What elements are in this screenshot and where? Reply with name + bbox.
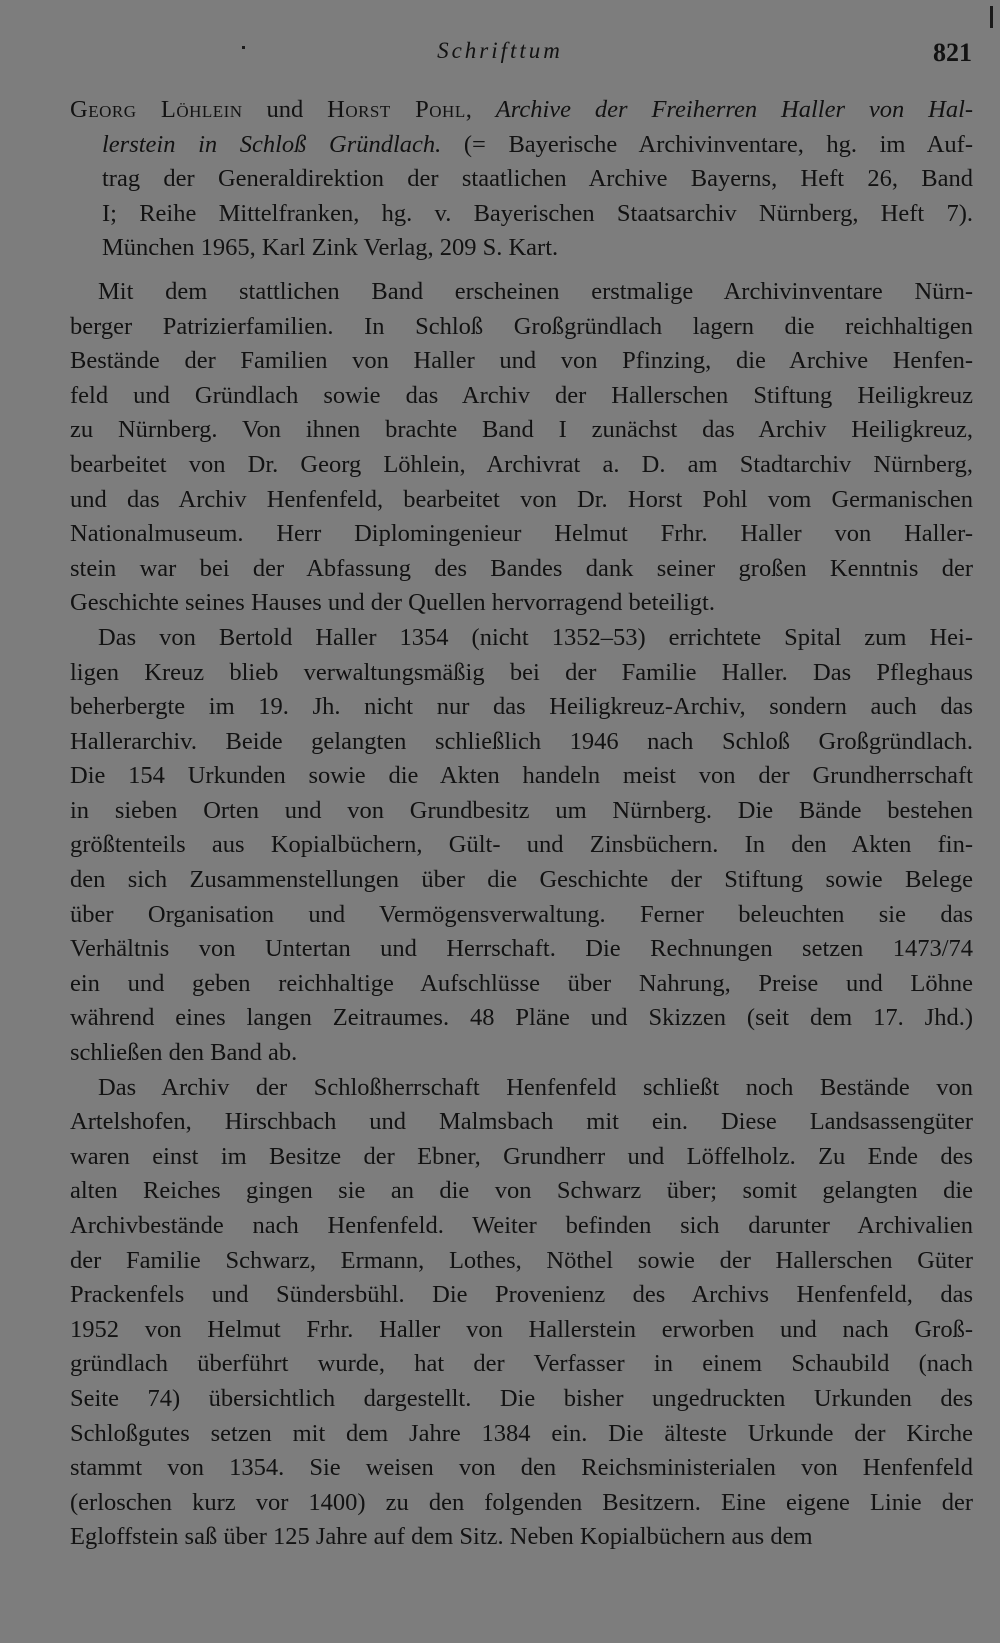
citation [70,93,973,266]
text-line: 1952 von Helmut Frhr. Haller von Hallerstein erworben und nach Groß- [70,1315,973,1343]
text-line: Schloßgutes setzen mit dem Jahre 1384 ein. Die älteste Urkunde der Kirche [70,1419,973,1447]
page-number: 821 [933,38,972,67]
running-title: Schrifttum [437,38,563,63]
text-line: Hallerarchiv. Beide gelangten schließlich 1946 nach Schloß Großgründlach. [70,727,973,755]
text-line: Das von Bertold Haller 1354 (nicht 1352–53) errichtete Spital zum Hei- [98,623,973,651]
text-line: feld und Gründlach sowie das Archiv der Hallerschen Stiftung Heiligkreuz [70,381,973,409]
text-line: Mit dem stattlichen Band erscheinen erstmalige Archivinventare Nürn- [98,277,973,305]
scan-speck [242,46,245,49]
text-line: Bestände der Familien von Haller und von Pfinzing, die Archive Henfen- [70,347,973,375]
text-line: (erloschen kurz vor 1400) zu den folgenden Besitzern. Eine eigene Linie der [70,1488,973,1516]
text-line: Geschichte seines Hauses und der Quellen hervorragend beteiligt. [70,589,715,617]
text-line: Prackenfels und Sündersbühl. Die Provenienz des Archivs Henfenfeld, das [70,1281,973,1309]
text-line: größtenteils aus Kopialbüchern, Gült- und Zinsbüchern. In den Akten fin- [70,831,973,859]
citation-line: Georg Löhlein und Horst Pohl, Archive der Freiherren Haller von Hal- [70,96,974,123]
text-line: Das Archiv der Schloßherrschaft Henfenfeld schließt noch Bestände von [98,1073,973,1101]
text-line: ligen Kreuz blieb verwaltungsmäßig bei der Familie Haller. Das Pfleghaus [70,658,973,686]
citation-line: München 1965, Karl Zink Verlag, 209 S. Kart. [102,234,559,262]
citation-line: lerstein in Schloß Gründlach. (= Bayerische Archivinventare, hg. im Auf- [102,130,973,158]
text-line: berger Patrizierfamilien. In Schloß Großgründlach lagern die reichhaltigen [70,312,973,340]
text-line: waren einst im Besitze der Ebner, Grundherr und Löffelholz. Zu Ende des [70,1142,973,1170]
text-line: während eines langen Zeitraumes. 48 Pläne und Skizzen (seit dem 17. Jhd.) [70,1004,973,1032]
document-body [70,93,973,1555]
text-line: Die 154 Urkunden sowie die Akten handeln meist von der Grundherrschaft [70,762,973,790]
text-line: bearbeitet von Dr. Georg Löhlein, Archivrat a. D. am Stadtarchiv Nürnberg, [70,450,973,478]
text-line: Artelshofen, Hirschbach und Malmsbach mit ein. Diese Landsassengüter [70,1108,973,1136]
paragraph [70,621,973,1071]
text-line: Archivbestände nach Henfenfeld. Weiter befinden sich darunter Archivalien [70,1212,973,1239]
text-line: und das Archiv Henfenfeld, bearbeitet von Dr. Horst Pohl vom Germanischen [70,485,973,513]
text-line: Nationalmuseum. Herr Diplomingenieur Helmut Frhr. Haller von Haller- [70,520,973,548]
text-line: über Organisation und Vermögensverwaltung. Ferner beleuchten sie das [70,900,973,928]
book-title: lerstein in Schloß Gründlach. [102,130,442,158]
scan-speck [990,6,993,28]
text-line: in sieben Orten und von Grundbesitz um Nürnberg. Die Bände bestehen [70,796,973,824]
text-line: beherbergte im 19. Jh. nicht nur das Heiligkreuz-Archiv, sondern auch das [70,693,973,721]
author-name: Georg Löhlein [70,96,243,123]
citation-line: trag der Generaldirektion der staatlichen Archive Bayerns, Heft 26, Band [102,165,973,193]
text-line: gründlach überführt wurde, hat der Verfasser in einem Schaubild (nach [70,1350,973,1378]
text-line: Verhältnis von Untertan und Herrschaft. Die Rechnungen setzen 1473/74 [70,935,973,963]
author-name: Horst Pohl [327,96,466,123]
review-text [70,275,973,1555]
text-line: ein und geben reichhaltige Aufschlüsse über Nahrung, Preise und Löhne [70,969,973,997]
text-line: zu Nürnberg. Von ihnen brachte Band I zunächst das Archiv Heiligkreuz, [70,416,973,444]
text-line: stammt von 1354. Sie weisen von den Reichsministerialen von Henfenfeld [70,1454,973,1482]
text-line: Egloffstein saß über 125 Jahre auf dem Sitz. Neben Kopialbüchern aus dem [70,1523,813,1551]
text-line: alten Reiches gingen sie an die von Schwarz über; somit gelangten die [70,1177,973,1205]
text-line: der Familie Schwarz, Ermann, Lothes, Nöthel sowie der Hallerschen Güter [70,1246,973,1274]
paragraph [70,275,973,621]
text-line: stein war bei der Abfassung des Bandes dank seiner großen Kenntnis der [70,554,973,582]
book-title: Archive der Freiherren Haller von Hal- [495,96,974,123]
text-line: den sich Zusammenstellungen über die Geschichte der Stiftung sowie Belege [70,866,973,894]
citation-line: I; Reihe Mittelfranken, hg. v. Bayerischen Staatsarchiv Nürnberg, Heft 7). [102,199,973,227]
text-line: schließen den Band ab. [70,1039,298,1067]
text-line: Seite 74) übersichtlich dargestellt. Die bisher ungedruckten Urkunden des [70,1384,973,1412]
paragraph [70,1071,973,1555]
